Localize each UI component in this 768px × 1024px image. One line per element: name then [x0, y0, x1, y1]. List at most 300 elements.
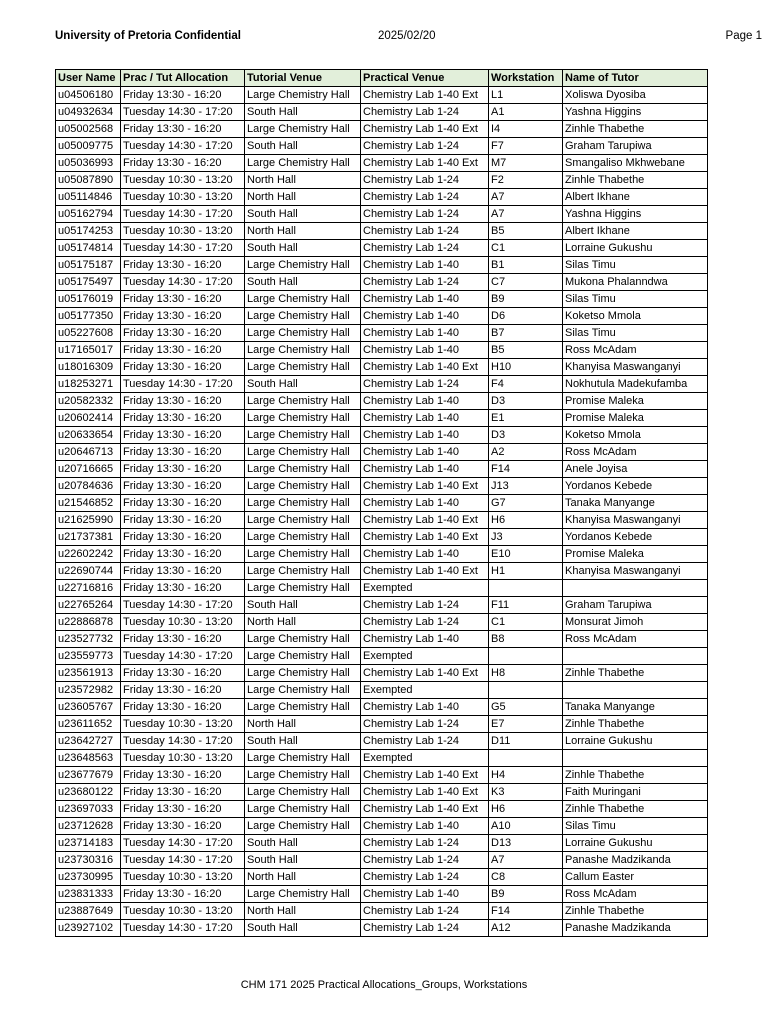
cell-allocation: Friday 13:30 - 16:20 [121, 393, 245, 410]
cell-tutor: Zinhle Thabethe [563, 172, 708, 189]
table-row [56, 835, 708, 852]
cell-practical-venue: Exempted [361, 648, 489, 665]
cell-practical-venue: Chemistry Lab 1-40 [361, 546, 489, 563]
cell-practical-venue: Chemistry Lab 1-24 [361, 733, 489, 750]
table-row [56, 359, 708, 376]
cell-workstation: B5 [489, 342, 563, 359]
cell-practical-venue: Chemistry Lab 1-24 [361, 869, 489, 886]
cell-practical-venue: Chemistry Lab 1-24 [361, 852, 489, 869]
cell-tutor: Ross McAdam [563, 631, 708, 648]
cell-tutor: Callum Easter [563, 869, 708, 886]
cell-allocation: Tuesday 14:30 - 17:20 [121, 852, 245, 869]
cell-tutor: Silas Timu [563, 818, 708, 835]
cell-allocation: Tuesday 10:30 - 13:20 [121, 172, 245, 189]
cell-tutor: Khanyisa Maswanganyi [563, 359, 708, 376]
cell-allocation: Friday 13:30 - 16:20 [121, 495, 245, 512]
cell-practical-venue: Chemistry Lab 1-40 Ext [361, 563, 489, 580]
cell-workstation [489, 750, 563, 767]
cell-workstation: E1 [489, 410, 563, 427]
cell-tutorial-venue: Large Chemistry Hall [245, 665, 361, 682]
cell-workstation: D6 [489, 308, 563, 325]
cell-user-name: u23677679 [56, 767, 121, 784]
cell-user-name: u05176019 [56, 291, 121, 308]
cell-practical-venue: Chemistry Lab 1-40 [361, 631, 489, 648]
cell-workstation: C8 [489, 869, 563, 886]
cell-workstation: D11 [489, 733, 563, 750]
cell-practical-venue: Chemistry Lab 1-40 [361, 461, 489, 478]
cell-allocation: Tuesday 14:30 - 17:20 [121, 597, 245, 614]
cell-tutor: Ross McAdam [563, 444, 708, 461]
table-row [56, 427, 708, 444]
cell-tutor: Panashe Madzikanda [563, 852, 708, 869]
cell-practical-venue: Chemistry Lab 1-40 [361, 495, 489, 512]
cell-tutorial-venue: South Hall [245, 240, 361, 257]
cell-allocation: Tuesday 10:30 - 13:20 [121, 903, 245, 920]
cell-allocation: Friday 13:30 - 16:20 [121, 512, 245, 529]
cell-workstation: I4 [489, 121, 563, 138]
cell-tutor [563, 750, 708, 767]
cell-allocation: Tuesday 14:30 - 17:20 [121, 206, 245, 223]
cell-allocation: Tuesday 14:30 - 17:20 [121, 138, 245, 155]
cell-tutor: Lorraine Gukushu [563, 733, 708, 750]
cell-allocation: Friday 13:30 - 16:20 [121, 665, 245, 682]
cell-workstation: M7 [489, 155, 563, 172]
cell-user-name: u23611652 [56, 716, 121, 733]
table-row [56, 563, 708, 580]
cell-workstation: A10 [489, 818, 563, 835]
cell-practical-venue: Chemistry Lab 1-40 [361, 699, 489, 716]
cell-workstation: A1 [489, 104, 563, 121]
cell-workstation: C7 [489, 274, 563, 291]
cell-allocation: Friday 13:30 - 16:20 [121, 580, 245, 597]
cell-practical-venue: Chemistry Lab 1-40 Ext [361, 359, 489, 376]
cell-user-name: u05177350 [56, 308, 121, 325]
table-row [56, 172, 708, 189]
cell-tutor [563, 682, 708, 699]
cell-tutorial-venue: Large Chemistry Hall [245, 291, 361, 308]
cell-user-name: u23680122 [56, 784, 121, 801]
cell-workstation: A12 [489, 920, 563, 937]
table-row [56, 767, 708, 784]
cell-user-name: u04932634 [56, 104, 121, 121]
cell-allocation: Friday 13:30 - 16:20 [121, 257, 245, 274]
cell-tutor: Ross McAdam [563, 342, 708, 359]
table-row [56, 495, 708, 512]
cell-workstation: F11 [489, 597, 563, 614]
cell-workstation: G7 [489, 495, 563, 512]
cell-tutor: Zinhle Thabethe [563, 716, 708, 733]
cell-tutorial-venue: Large Chemistry Hall [245, 342, 361, 359]
page-number: Page 1 [725, 30, 762, 42]
cell-tutorial-venue: Large Chemistry Hall [245, 648, 361, 665]
cell-practical-venue: Chemistry Lab 1-40 [361, 886, 489, 903]
cell-tutorial-venue: Large Chemistry Hall [245, 699, 361, 716]
cell-allocation: Friday 13:30 - 16:20 [121, 121, 245, 138]
cell-tutor: Zinhle Thabethe [563, 767, 708, 784]
cell-workstation: F14 [489, 903, 563, 920]
cell-practical-venue: Chemistry Lab 1-24 [361, 138, 489, 155]
cell-user-name: u23605767 [56, 699, 121, 716]
cell-workstation: B8 [489, 631, 563, 648]
cell-allocation: Tuesday 10:30 - 13:20 [121, 869, 245, 886]
cell-user-name: u05174253 [56, 223, 121, 240]
cell-user-name: u21625990 [56, 512, 121, 529]
cell-user-name: u05175187 [56, 257, 121, 274]
table-row [56, 801, 708, 818]
cell-practical-venue: Chemistry Lab 1-40 Ext [361, 121, 489, 138]
cell-workstation: B7 [489, 325, 563, 342]
cell-user-name: u05174814 [56, 240, 121, 257]
cell-user-name: u22886878 [56, 614, 121, 631]
cell-tutorial-venue: Large Chemistry Hall [245, 801, 361, 818]
table-row [56, 665, 708, 682]
cell-tutor: Faith Muringani [563, 784, 708, 801]
cell-tutor: Graham Tarupiwa [563, 597, 708, 614]
cell-tutorial-venue: North Hall [245, 189, 361, 206]
cell-workstation: J3 [489, 529, 563, 546]
table-row [56, 784, 708, 801]
cell-tutorial-venue: South Hall [245, 104, 361, 121]
cell-tutor: Silas Timu [563, 325, 708, 342]
cell-practical-venue: Chemistry Lab 1-24 [361, 716, 489, 733]
cell-tutorial-venue: South Hall [245, 138, 361, 155]
cell-tutorial-venue: South Hall [245, 597, 361, 614]
cell-user-name: u23697033 [56, 801, 121, 818]
table-row [56, 920, 708, 937]
table-row [56, 240, 708, 257]
cell-workstation: J13 [489, 478, 563, 495]
table-row [56, 869, 708, 886]
cell-workstation: F7 [489, 138, 563, 155]
table-row [56, 716, 708, 733]
cell-allocation: Tuesday 10:30 - 13:20 [121, 750, 245, 767]
table-row [56, 852, 708, 869]
cell-allocation: Friday 13:30 - 16:20 [121, 478, 245, 495]
cell-allocation: Tuesday 14:30 - 17:20 [121, 240, 245, 257]
table-row [56, 818, 708, 835]
cell-allocation: Friday 13:30 - 16:20 [121, 631, 245, 648]
cell-tutor: Zinhle Thabethe [563, 665, 708, 682]
cell-tutor: Ross McAdam [563, 886, 708, 903]
cell-user-name: u20602414 [56, 410, 121, 427]
cell-tutorial-venue: Large Chemistry Hall [245, 784, 361, 801]
cell-tutor [563, 580, 708, 597]
cell-allocation: Tuesday 14:30 - 17:20 [121, 376, 245, 393]
cell-practical-venue: Chemistry Lab 1-40 Ext [361, 801, 489, 818]
cell-allocation: Tuesday 14:30 - 17:20 [121, 104, 245, 121]
cell-tutor: Yordanos Kebede [563, 478, 708, 495]
cell-user-name: u05036993 [56, 155, 121, 172]
cell-tutor: Promise Maleka [563, 393, 708, 410]
cell-tutorial-venue: North Hall [245, 172, 361, 189]
cell-user-name: u18016309 [56, 359, 121, 376]
cell-allocation: Friday 13:30 - 16:20 [121, 461, 245, 478]
column-header-tutorial-venue: Tutorial Venue [245, 70, 361, 87]
table-row [56, 308, 708, 325]
cell-tutor: Lorraine Gukushu [563, 835, 708, 852]
table-row [56, 410, 708, 427]
cell-tutorial-venue: Large Chemistry Hall [245, 478, 361, 495]
cell-allocation: Friday 13:30 - 16:20 [121, 325, 245, 342]
cell-tutor: Albert Ikhane [563, 223, 708, 240]
table-row [56, 393, 708, 410]
allocation-table [55, 69, 708, 937]
cell-tutor: Zinhle Thabethe [563, 903, 708, 920]
cell-allocation: Friday 13:30 - 16:20 [121, 291, 245, 308]
table-row [56, 121, 708, 138]
cell-tutor: Yordanos Kebede [563, 529, 708, 546]
cell-allocation: Tuesday 10:30 - 13:20 [121, 716, 245, 733]
cell-user-name: u23730995 [56, 869, 121, 886]
table-row [56, 444, 708, 461]
cell-tutorial-venue: South Hall [245, 206, 361, 223]
cell-user-name: u05002568 [56, 121, 121, 138]
cell-practical-venue: Chemistry Lab 1-24 [361, 206, 489, 223]
cell-user-name: u23572982 [56, 682, 121, 699]
cell-user-name: u17165017 [56, 342, 121, 359]
cell-tutor: Lorraine Gukushu [563, 240, 708, 257]
table-row [56, 597, 708, 614]
cell-allocation: Friday 13:30 - 16:20 [121, 767, 245, 784]
cell-practical-venue: Chemistry Lab 1-40 [361, 393, 489, 410]
cell-tutorial-venue: South Hall [245, 920, 361, 937]
cell-tutorial-venue: Large Chemistry Hall [245, 257, 361, 274]
cell-tutor: Tanaka Manyange [563, 699, 708, 716]
cell-allocation: Tuesday 10:30 - 13:20 [121, 614, 245, 631]
cell-user-name: u23887649 [56, 903, 121, 920]
cell-tutorial-venue: Large Chemistry Hall [245, 325, 361, 342]
cell-user-name: u23559773 [56, 648, 121, 665]
cell-user-name: u22716816 [56, 580, 121, 597]
table-row [56, 903, 708, 920]
cell-practical-venue: Chemistry Lab 1-40 [361, 444, 489, 461]
cell-practical-venue: Chemistry Lab 1-24 [361, 376, 489, 393]
cell-workstation: F14 [489, 461, 563, 478]
column-header-allocation: Prac / Tut Allocation [121, 70, 245, 87]
cell-allocation: Friday 13:30 - 16:20 [121, 699, 245, 716]
table-row [56, 614, 708, 631]
cell-tutor: Anele Joyisa [563, 461, 708, 478]
cell-workstation: D3 [489, 393, 563, 410]
cell-user-name: u05227608 [56, 325, 121, 342]
cell-tutor: Silas Timu [563, 257, 708, 274]
cell-user-name: u23714183 [56, 835, 121, 852]
cell-allocation: Friday 13:30 - 16:20 [121, 546, 245, 563]
cell-tutorial-venue: Large Chemistry Hall [245, 461, 361, 478]
cell-tutorial-venue: South Hall [245, 376, 361, 393]
cell-practical-venue: Chemistry Lab 1-24 [361, 223, 489, 240]
cell-allocation: Friday 13:30 - 16:20 [121, 308, 245, 325]
cell-tutorial-venue: Large Chemistry Hall [245, 410, 361, 427]
cell-workstation: K3 [489, 784, 563, 801]
table-row [56, 104, 708, 121]
cell-allocation: Friday 13:30 - 16:20 [121, 359, 245, 376]
cell-tutor: Tanaka Manyange [563, 495, 708, 512]
cell-practical-venue: Chemistry Lab 1-40 Ext [361, 529, 489, 546]
cell-tutorial-venue: Large Chemistry Hall [245, 444, 361, 461]
cell-tutor: Zinhle Thabethe [563, 801, 708, 818]
cell-workstation: E7 [489, 716, 563, 733]
column-header-practical-venue: Practical Venue [361, 70, 489, 87]
cell-tutor: Koketso Mmola [563, 308, 708, 325]
table-row [56, 257, 708, 274]
cell-user-name: u20716665 [56, 461, 121, 478]
cell-tutorial-venue: Large Chemistry Hall [245, 546, 361, 563]
cell-practical-venue: Exempted [361, 580, 489, 597]
cell-tutorial-venue: Large Chemistry Hall [245, 155, 361, 172]
cell-workstation [489, 580, 563, 597]
cell-practical-venue: Chemistry Lab 1-40 Ext [361, 784, 489, 801]
cell-allocation: Friday 13:30 - 16:20 [121, 784, 245, 801]
cell-user-name: u23927102 [56, 920, 121, 937]
cell-workstation: B9 [489, 291, 563, 308]
table-row [56, 478, 708, 495]
cell-user-name: u22690744 [56, 563, 121, 580]
cell-practical-venue: Chemistry Lab 1-40 [361, 257, 489, 274]
cell-tutorial-venue: Large Chemistry Hall [245, 631, 361, 648]
table-row [56, 750, 708, 767]
cell-practical-venue: Chemistry Lab 1-24 [361, 597, 489, 614]
cell-workstation: H10 [489, 359, 563, 376]
cell-allocation: Friday 13:30 - 16:20 [121, 87, 245, 104]
cell-tutor: Xoliswa Dyosiba [563, 87, 708, 104]
cell-allocation: Friday 13:30 - 16:20 [121, 342, 245, 359]
cell-practical-venue: Chemistry Lab 1-40 [361, 308, 489, 325]
table-row [56, 189, 708, 206]
cell-allocation: Tuesday 14:30 - 17:20 [121, 274, 245, 291]
table-header-row [56, 70, 708, 87]
cell-allocation: Tuesday 10:30 - 13:20 [121, 223, 245, 240]
table-row [56, 206, 708, 223]
cell-workstation: H4 [489, 767, 563, 784]
cell-practical-venue: Chemistry Lab 1-40 [361, 325, 489, 342]
cell-practical-venue: Chemistry Lab 1-24 [361, 240, 489, 257]
table-row [56, 512, 708, 529]
cell-tutorial-venue: Large Chemistry Hall [245, 563, 361, 580]
cell-tutorial-venue: North Hall [245, 903, 361, 920]
cell-practical-venue: Chemistry Lab 1-40 Ext [361, 155, 489, 172]
cell-tutor: Albert Ikhane [563, 189, 708, 206]
cell-workstation: F2 [489, 172, 563, 189]
table-row [56, 682, 708, 699]
cell-workstation: B5 [489, 223, 563, 240]
cell-user-name: u23831333 [56, 886, 121, 903]
cell-workstation: H6 [489, 801, 563, 818]
cell-tutor: Yashna Higgins [563, 104, 708, 121]
cell-workstation: E10 [489, 546, 563, 563]
table-row [56, 699, 708, 716]
cell-user-name: u21737381 [56, 529, 121, 546]
cell-tutorial-venue: Large Chemistry Hall [245, 682, 361, 699]
cell-tutorial-venue: Large Chemistry Hall [245, 87, 361, 104]
cell-user-name: u18253271 [56, 376, 121, 393]
cell-allocation: Tuesday 14:30 - 17:20 [121, 835, 245, 852]
cell-tutor: Khanyisa Maswanganyi [563, 512, 708, 529]
cell-tutor: Nokhutula Madekufamba [563, 376, 708, 393]
cell-user-name: u20582332 [56, 393, 121, 410]
cell-practical-venue: Chemistry Lab 1-24 [361, 274, 489, 291]
cell-tutor: Panashe Madzikanda [563, 920, 708, 937]
cell-workstation: B9 [489, 886, 563, 903]
cell-tutor: Smangaliso Mkhwebane [563, 155, 708, 172]
cell-tutorial-venue: Large Chemistry Hall [245, 580, 361, 597]
cell-allocation: Friday 13:30 - 16:20 [121, 818, 245, 835]
cell-tutorial-venue: Large Chemistry Hall [245, 427, 361, 444]
cell-allocation: Friday 13:30 - 16:20 [121, 563, 245, 580]
cell-practical-venue: Chemistry Lab 1-40 Ext [361, 767, 489, 784]
cell-practical-venue: Chemistry Lab 1-24 [361, 920, 489, 937]
cell-tutor: Mukona Phalanndwa [563, 274, 708, 291]
cell-practical-venue: Chemistry Lab 1-40 Ext [361, 87, 489, 104]
cell-user-name: u23527732 [56, 631, 121, 648]
page-footer: CHM 171 2025 Practical Allocations_Groups, Workstations [240, 979, 528, 991]
table-row [56, 886, 708, 903]
cell-practical-venue: Exempted [361, 750, 489, 767]
cell-tutor: Promise Maleka [563, 410, 708, 427]
cell-practical-venue: Chemistry Lab 1-40 Ext [361, 665, 489, 682]
cell-allocation: Friday 13:30 - 16:20 [121, 444, 245, 461]
cell-practical-venue: Chemistry Lab 1-40 [361, 342, 489, 359]
cell-tutorial-venue: South Hall [245, 274, 361, 291]
cell-allocation: Friday 13:30 - 16:20 [121, 410, 245, 427]
document-date: 2025/02/20 [378, 30, 436, 42]
column-header-user-name: User Name [56, 70, 121, 87]
cell-user-name: u23561913 [56, 665, 121, 682]
cell-allocation: Tuesday 10:30 - 13:20 [121, 189, 245, 206]
cell-practical-venue: Chemistry Lab 1-40 [361, 427, 489, 444]
cell-user-name: u23642727 [56, 733, 121, 750]
document-title: University of Pretoria Confidential [55, 30, 241, 42]
cell-workstation: C1 [489, 614, 563, 631]
table-row [56, 291, 708, 308]
cell-workstation: D3 [489, 427, 563, 444]
cell-tutorial-venue: Large Chemistry Hall [245, 750, 361, 767]
table-row [56, 546, 708, 563]
table-row [56, 461, 708, 478]
cell-tutorial-venue: South Hall [245, 835, 361, 852]
cell-tutorial-venue: North Hall [245, 716, 361, 733]
cell-practical-venue: Exempted [361, 682, 489, 699]
page-header [55, 30, 762, 46]
cell-tutorial-venue: Large Chemistry Hall [245, 529, 361, 546]
cell-allocation: Tuesday 14:30 - 17:20 [121, 648, 245, 665]
cell-tutor: Graham Tarupiwa [563, 138, 708, 155]
cell-user-name: u22602242 [56, 546, 121, 563]
cell-workstation: A7 [489, 852, 563, 869]
cell-tutorial-venue: North Hall [245, 614, 361, 631]
cell-practical-venue: Chemistry Lab 1-40 Ext [361, 478, 489, 495]
cell-tutorial-venue: Large Chemistry Hall [245, 393, 361, 410]
cell-allocation: Friday 13:30 - 16:20 [121, 529, 245, 546]
cell-user-name: u05114846 [56, 189, 121, 206]
cell-tutor: Monsurat Jimoh [563, 614, 708, 631]
table-row [56, 580, 708, 597]
cell-workstation: B1 [489, 257, 563, 274]
cell-tutor: Promise Maleka [563, 546, 708, 563]
cell-workstation: A7 [489, 189, 563, 206]
cell-practical-venue: Chemistry Lab 1-40 [361, 818, 489, 835]
cell-tutorial-venue: Large Chemistry Hall [245, 308, 361, 325]
cell-practical-venue: Chemistry Lab 1-24 [361, 835, 489, 852]
cell-practical-venue: Chemistry Lab 1-40 [361, 410, 489, 427]
cell-user-name: u20633654 [56, 427, 121, 444]
cell-workstation [489, 682, 563, 699]
cell-allocation: Friday 13:30 - 16:20 [121, 682, 245, 699]
cell-tutor [563, 648, 708, 665]
table-row [56, 155, 708, 172]
cell-workstation: D13 [489, 835, 563, 852]
cell-tutorial-venue: Large Chemistry Hall [245, 767, 361, 784]
